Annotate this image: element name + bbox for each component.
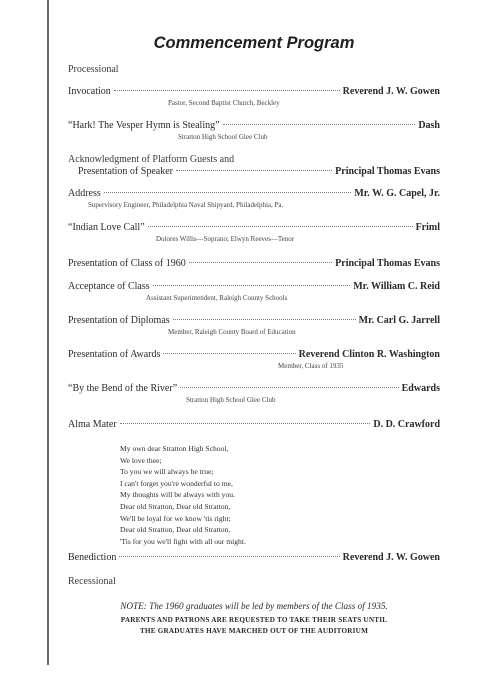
item-label: Presentation of Awards (68, 349, 161, 360)
item-label: Address (68, 188, 101, 199)
item-label: Benediction (68, 552, 117, 563)
dot-leader (173, 319, 356, 320)
processional-text: Processional (68, 64, 119, 75)
program-item-bend-of-the-river (68, 383, 440, 396)
item-performer: D. D. Crawford (373, 419, 440, 430)
alma-mater-lyrics (120, 443, 246, 547)
lyric-line: 'Tis for you we'll fight with all our might. (120, 536, 246, 546)
page-margin-rule (47, 0, 49, 665)
item-performer: Reverend J. W. Gowen (342, 86, 440, 97)
lyric-line: I can't forget you're wonderful to me, (120, 478, 233, 488)
program-item-acknowledgment (68, 166, 440, 179)
lyric-line: My thoughts will be always with you. (120, 490, 235, 500)
notice-line-2: THE GRADUATES HAVE MARCHED OUT OF THE AUDITORIUM (139, 627, 369, 635)
item-performer: Dash (418, 120, 440, 131)
program-item-indian-love-call (68, 222, 440, 235)
lyric-line: We love thee; (120, 455, 162, 465)
dot-leader (119, 556, 339, 557)
notice-line-1: PARENTS AND PATRONS ARE REQUESTED TO TAKE THEIR SEATS UNTIL (120, 616, 388, 624)
item-performer: Mr. W. G. Capel, Jr. (354, 188, 440, 199)
dot-leader (189, 262, 332, 263)
item-subtitle: Assistant Superintendent, Raleigh County Schools (146, 294, 288, 302)
item-subtitle: Supervisory Engineer, Philadelphia Naval Shipyard, Philadelphia, Pa. (88, 201, 284, 209)
program-item-benediction (68, 552, 440, 565)
dot-leader (163, 353, 295, 354)
program-item-presentation-of-class (68, 258, 440, 271)
program-item-invocation (68, 86, 440, 99)
lyric-line: Dear old Stratton, Dear old Stratton, (120, 525, 231, 535)
program-item-alma-mater (68, 419, 440, 432)
item-label: Acceptance of Class (68, 281, 150, 292)
dot-leader (176, 170, 332, 171)
item-performer: Edwards (401, 383, 440, 394)
item-performer: Reverend J. W. Gowen (342, 552, 440, 563)
program-item-address (68, 188, 440, 201)
item-subtitle: Member, Class of 1935 (278, 362, 344, 370)
item-performer: Principal Thomas Evans (335, 166, 440, 177)
item-label-line1: Acknowledgment of Platform Guests and (68, 154, 235, 165)
lyric-line: To you we will always be true; (120, 467, 214, 477)
lyric-line: My own dear Stratton High School, (120, 444, 229, 453)
program-item-acceptance-of-class (68, 281, 440, 294)
item-label: Presentation of Diplomas (68, 315, 170, 326)
item-subtitle: Stratton High School Glee Club (178, 133, 268, 141)
program-item-hark (68, 120, 440, 133)
dot-leader (223, 124, 416, 125)
item-label: “Hark! The Vesper Hymn is Stealing” (68, 120, 220, 131)
dot-leader (114, 90, 340, 91)
item-performer: Principal Thomas Evans (335, 258, 440, 269)
item-label: Presentation of Speaker (78, 166, 173, 177)
item-subtitle: Stratton High School Glee Club (186, 396, 276, 404)
item-label: Presentation of Class of 1960 (68, 258, 186, 269)
recessional-text: Recessional (68, 576, 116, 587)
item-performer: Mr. William C. Reid (353, 281, 440, 292)
item-subtitle: Dolores Willis—Soprano; Elwyn Reeves—Tenor (156, 235, 295, 243)
item-subtitle: Pastor, Second Baptist Church, Beckley (168, 99, 280, 107)
program-item-presentation-of-awards (68, 349, 440, 362)
dot-leader (120, 423, 371, 424)
item-performer: Mr. Carl G. Jarrell (358, 315, 440, 326)
item-label: Alma Mater (68, 419, 117, 430)
lyric-line: We'll be loyal for we know 'tis right; (120, 513, 231, 523)
item-performer: Friml (415, 222, 440, 233)
item-label: Invocation (68, 86, 111, 97)
dot-leader (153, 285, 351, 286)
item-subtitle: Member, Raleigh County Board of Education (168, 328, 296, 336)
dot-leader (104, 192, 352, 193)
lyric-line: Dear old Stratton, Dear old Stratton, (120, 501, 231, 511)
page-title: Commencement Program (153, 34, 355, 52)
graduates-note: NOTE: The 1960 graduates will be led by members of the Class of 1935. (120, 601, 388, 611)
item-label: “Indian Love Call” (68, 222, 145, 233)
dot-leader (180, 387, 399, 388)
item-label: “By the Bend of the River” (68, 383, 178, 394)
dot-leader (148, 226, 413, 227)
item-performer: Reverend Clinton R. Washington (298, 349, 440, 360)
program-item-presentation-of-diplomas (68, 315, 440, 328)
